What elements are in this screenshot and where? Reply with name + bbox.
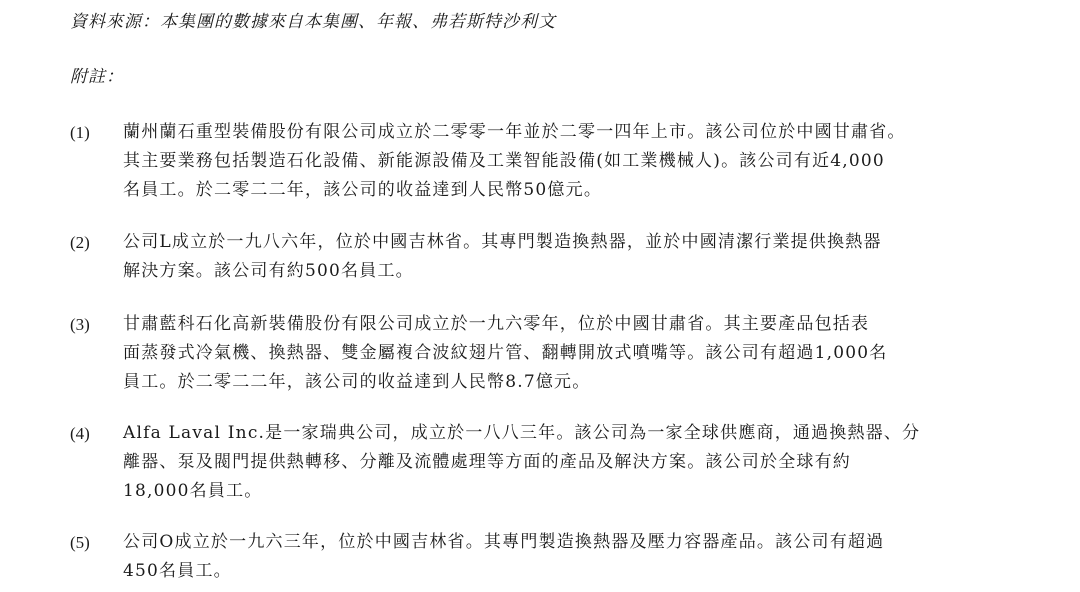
note-line: 解決方案。該公司有約500名員工。 xyxy=(123,261,414,281)
note-line: 18,000名員工。 xyxy=(123,481,263,501)
note-line: 面蒸發式冷氣機、換熱器、雙金屬複合波紋翅片管、翻轉開放式噴嘴等。該公司有超過1,000名 xyxy=(123,343,888,363)
source-line: 資料來源：本集團的數據來自本集團、年報、弗若斯特沙利文 xyxy=(70,12,556,32)
note-text xyxy=(123,528,1053,586)
note-line: 其主要業務包括製造石化設備、新能源設備及工業智能設備(如工業機械人)。該公司有近4,000 xyxy=(123,151,885,171)
note-line: 450名員工。 xyxy=(123,561,232,581)
note-number: (2) xyxy=(70,233,90,252)
note-line: 名員工。於二零二二年，該公司的收益達到人民幣50億元。 xyxy=(123,180,603,200)
note-number: (1) xyxy=(70,123,90,142)
note-number: (3) xyxy=(70,315,90,334)
note-line: 員工。於二零二二年，該公司的收益達到人民幣8.7億元。 xyxy=(123,372,591,392)
notes-heading: 附註： xyxy=(70,67,124,87)
note-text xyxy=(123,118,1053,205)
note-line: 公司O成立於一九六三年，位於中國吉林省。其專門製造換熱器及壓力容器產品。該公司有超過 xyxy=(123,532,885,552)
note-line: 蘭州蘭石重型裝備股份有限公司成立於二零零一年並於二零一四年上市。該公司位於中國甘肅省。 xyxy=(123,122,906,142)
note-line: 離器、泵及閥門提供熱轉移、分離及流體處理等方面的產品及解決方案。該公司於全球有約 xyxy=(123,452,851,472)
note-text xyxy=(123,419,1053,506)
note-line: 甘肅藍科石化高新裝備股份有限公司成立於一九六零年，位於中國甘肅省。其主要產品包括表 xyxy=(123,314,870,334)
note-text xyxy=(123,310,1053,397)
note-line: Alfa Laval Inc.是一家瑞典公司，成立於一八八三年。該公司為一家全球供應商，通過換熱器、分 xyxy=(123,423,921,443)
note-line: 公司L成立於一九八六年，位於中國吉林省。其專門製造換熱器，並於中國清潔行業提供換熱器 xyxy=(123,232,882,252)
note-number: (5) xyxy=(70,533,90,552)
note-number: (4) xyxy=(70,424,90,443)
note-text xyxy=(123,228,1053,286)
